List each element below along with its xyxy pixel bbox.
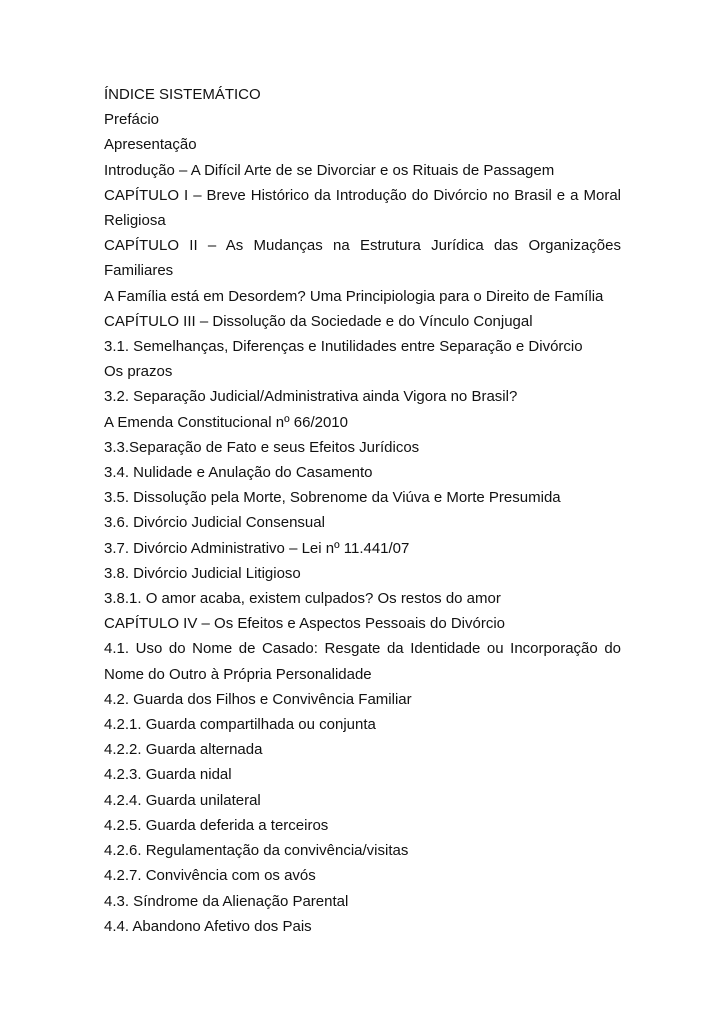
- toc-entry: 4.4. Abandono Afetivo dos Pais: [104, 917, 312, 935]
- toc-entry: 4.1. Uso do Nome de Casado: Resgate da Identidade ou Incorporação do Nome do Outro à Própria Personalidade: [104, 640, 621, 683]
- toc-entry: 4.2.7. Convivência com os avós: [104, 867, 316, 885]
- toc-entry: 3.1. Semelhanças, Diferenças e Inutilidades entre Separação e Divórcio: [104, 338, 583, 356]
- toc-entry: A Família está em Desordem? Uma Principiologia para o Direito de Família: [104, 287, 604, 305]
- toc-entry: 4.2.3. Guarda nidal: [104, 766, 232, 784]
- toc-title: ÍNDICE SISTEMÁTICO: [104, 86, 261, 103]
- toc-chapter: CAPÍTULO I – Breve Histórico da Introdução do Divórcio no Brasil e a Moral Religiosa: [104, 186, 621, 230]
- toc-entry: 3.6. Divórcio Judicial Consensual: [104, 514, 325, 532]
- toc-entry: 3.7. Divórcio Administrativo – Lei nº 11.441/07: [104, 539, 410, 557]
- toc-entry: 4.2.1. Guarda compartilhada ou conjunta: [104, 716, 376, 734]
- toc-entry: Apresentação: [104, 136, 197, 154]
- toc-chapter: CAPÍTULO IV – Os Efeitos e Aspectos Pessoais do Divórcio: [104, 615, 506, 633]
- table-of-contents: [104, 82, 621, 939]
- toc-entry: 4.2.2. Guarda alternada: [104, 741, 263, 759]
- toc-entry: Introdução – A Difícil Arte de se Divorciar e os Rituais de Passagem: [104, 161, 555, 179]
- toc-entry: Os prazos: [104, 363, 173, 381]
- toc-entry: 3.3.Separação de Fato e seus Efeitos Jurídicos: [104, 438, 420, 456]
- toc-entry: Prefácio: [104, 111, 160, 129]
- toc-chapter: CAPÍTULO II – As Mudanças na Estrutura Jurídica das Organizações Familiares: [104, 237, 621, 280]
- toc-entry: 4.2.5. Guarda deferida a terceiros: [104, 816, 329, 834]
- toc-entry: 4.3. Síndrome da Alienação Parental: [104, 892, 349, 910]
- toc-entry: 4.2. Guarda dos Filhos e Convivência Familiar: [104, 690, 412, 708]
- toc-entry: 4.2.6. Regulamentação da convivência/visitas: [104, 842, 409, 860]
- toc-entry: 4.2.4. Guarda unilateral: [104, 791, 261, 809]
- toc-entry: 3.5. Dissolução pela Morte, Sobrenome da Viúva e Morte Presumida: [104, 489, 561, 507]
- toc-entry: 3.8. Divórcio Judicial Litigioso: [104, 564, 301, 582]
- toc-entry: 3.2. Separação Judicial/Administrativa ainda Vigora no Brasil?: [104, 388, 518, 406]
- toc-entry: A Emenda Constitucional nº 66/2010: [104, 413, 348, 431]
- toc-chapter: CAPÍTULO III – Dissolução da Sociedade e do Vínculo Conjugal: [104, 312, 533, 330]
- toc-entry: 3.8.1. O amor acaba, existem culpados? Os restos do amor: [104, 590, 501, 608]
- toc-entry: 3.4. Nulidade e Anulação do Casamento: [104, 464, 373, 482]
